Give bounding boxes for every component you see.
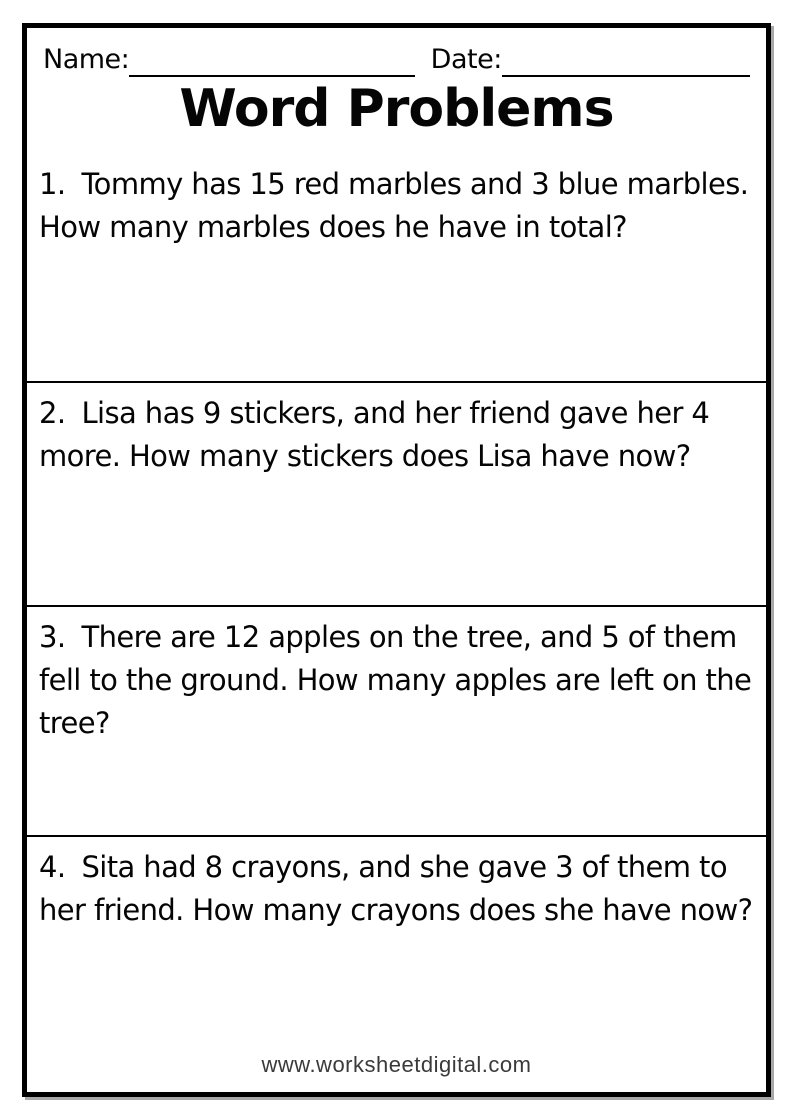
problem-1 xyxy=(27,154,766,383)
problem-1-number: 1. xyxy=(39,167,66,201)
problem-2-number: 2. xyxy=(39,396,66,430)
problem-2 xyxy=(27,383,766,607)
page-title: Word Problems xyxy=(179,79,614,139)
problem-4-question: Sita had 8 crayons, and she gave 3 of them to her friend. How many crayons does she have now? xyxy=(39,850,753,927)
worksheet-frame xyxy=(22,23,771,1097)
worksheet-header xyxy=(27,28,766,154)
problem-3-number: 3. xyxy=(39,620,66,654)
date-label: Date: xyxy=(430,44,502,76)
problem-3-answer-space[interactable] xyxy=(39,745,754,835)
problem-3 xyxy=(27,607,766,837)
problem-3-text xyxy=(39,616,754,745)
problem-2-answer-space[interactable] xyxy=(39,478,754,605)
name-label: Name: xyxy=(43,44,130,76)
name-date-row xyxy=(43,45,750,77)
problem-3-question: There are 12 apples on the tree, and 5 of them fell to the ground. How many apples are left on the tree? xyxy=(39,620,752,740)
problem-4-text xyxy=(39,846,754,932)
footer-website: www.worksheetdigital.com xyxy=(261,1052,532,1077)
problem-4-number: 4. xyxy=(39,850,66,884)
problem-4 xyxy=(27,837,766,1092)
problem-2-text xyxy=(39,392,754,478)
date-fill-line[interactable] xyxy=(502,45,750,77)
problem-1-text xyxy=(39,163,754,249)
problem-1-question: Tommy has 15 red marbles and 3 blue marbles. How many marbles does he have in total? xyxy=(39,167,749,244)
problem-2-question: Lisa has 9 stickers, and her friend gave her 4 more. How many stickers does Lisa have now? xyxy=(39,396,710,473)
name-fill-line[interactable] xyxy=(129,45,414,77)
problem-4-answer-space[interactable] xyxy=(39,932,754,1052)
problem-1-answer-space[interactable] xyxy=(39,249,754,381)
